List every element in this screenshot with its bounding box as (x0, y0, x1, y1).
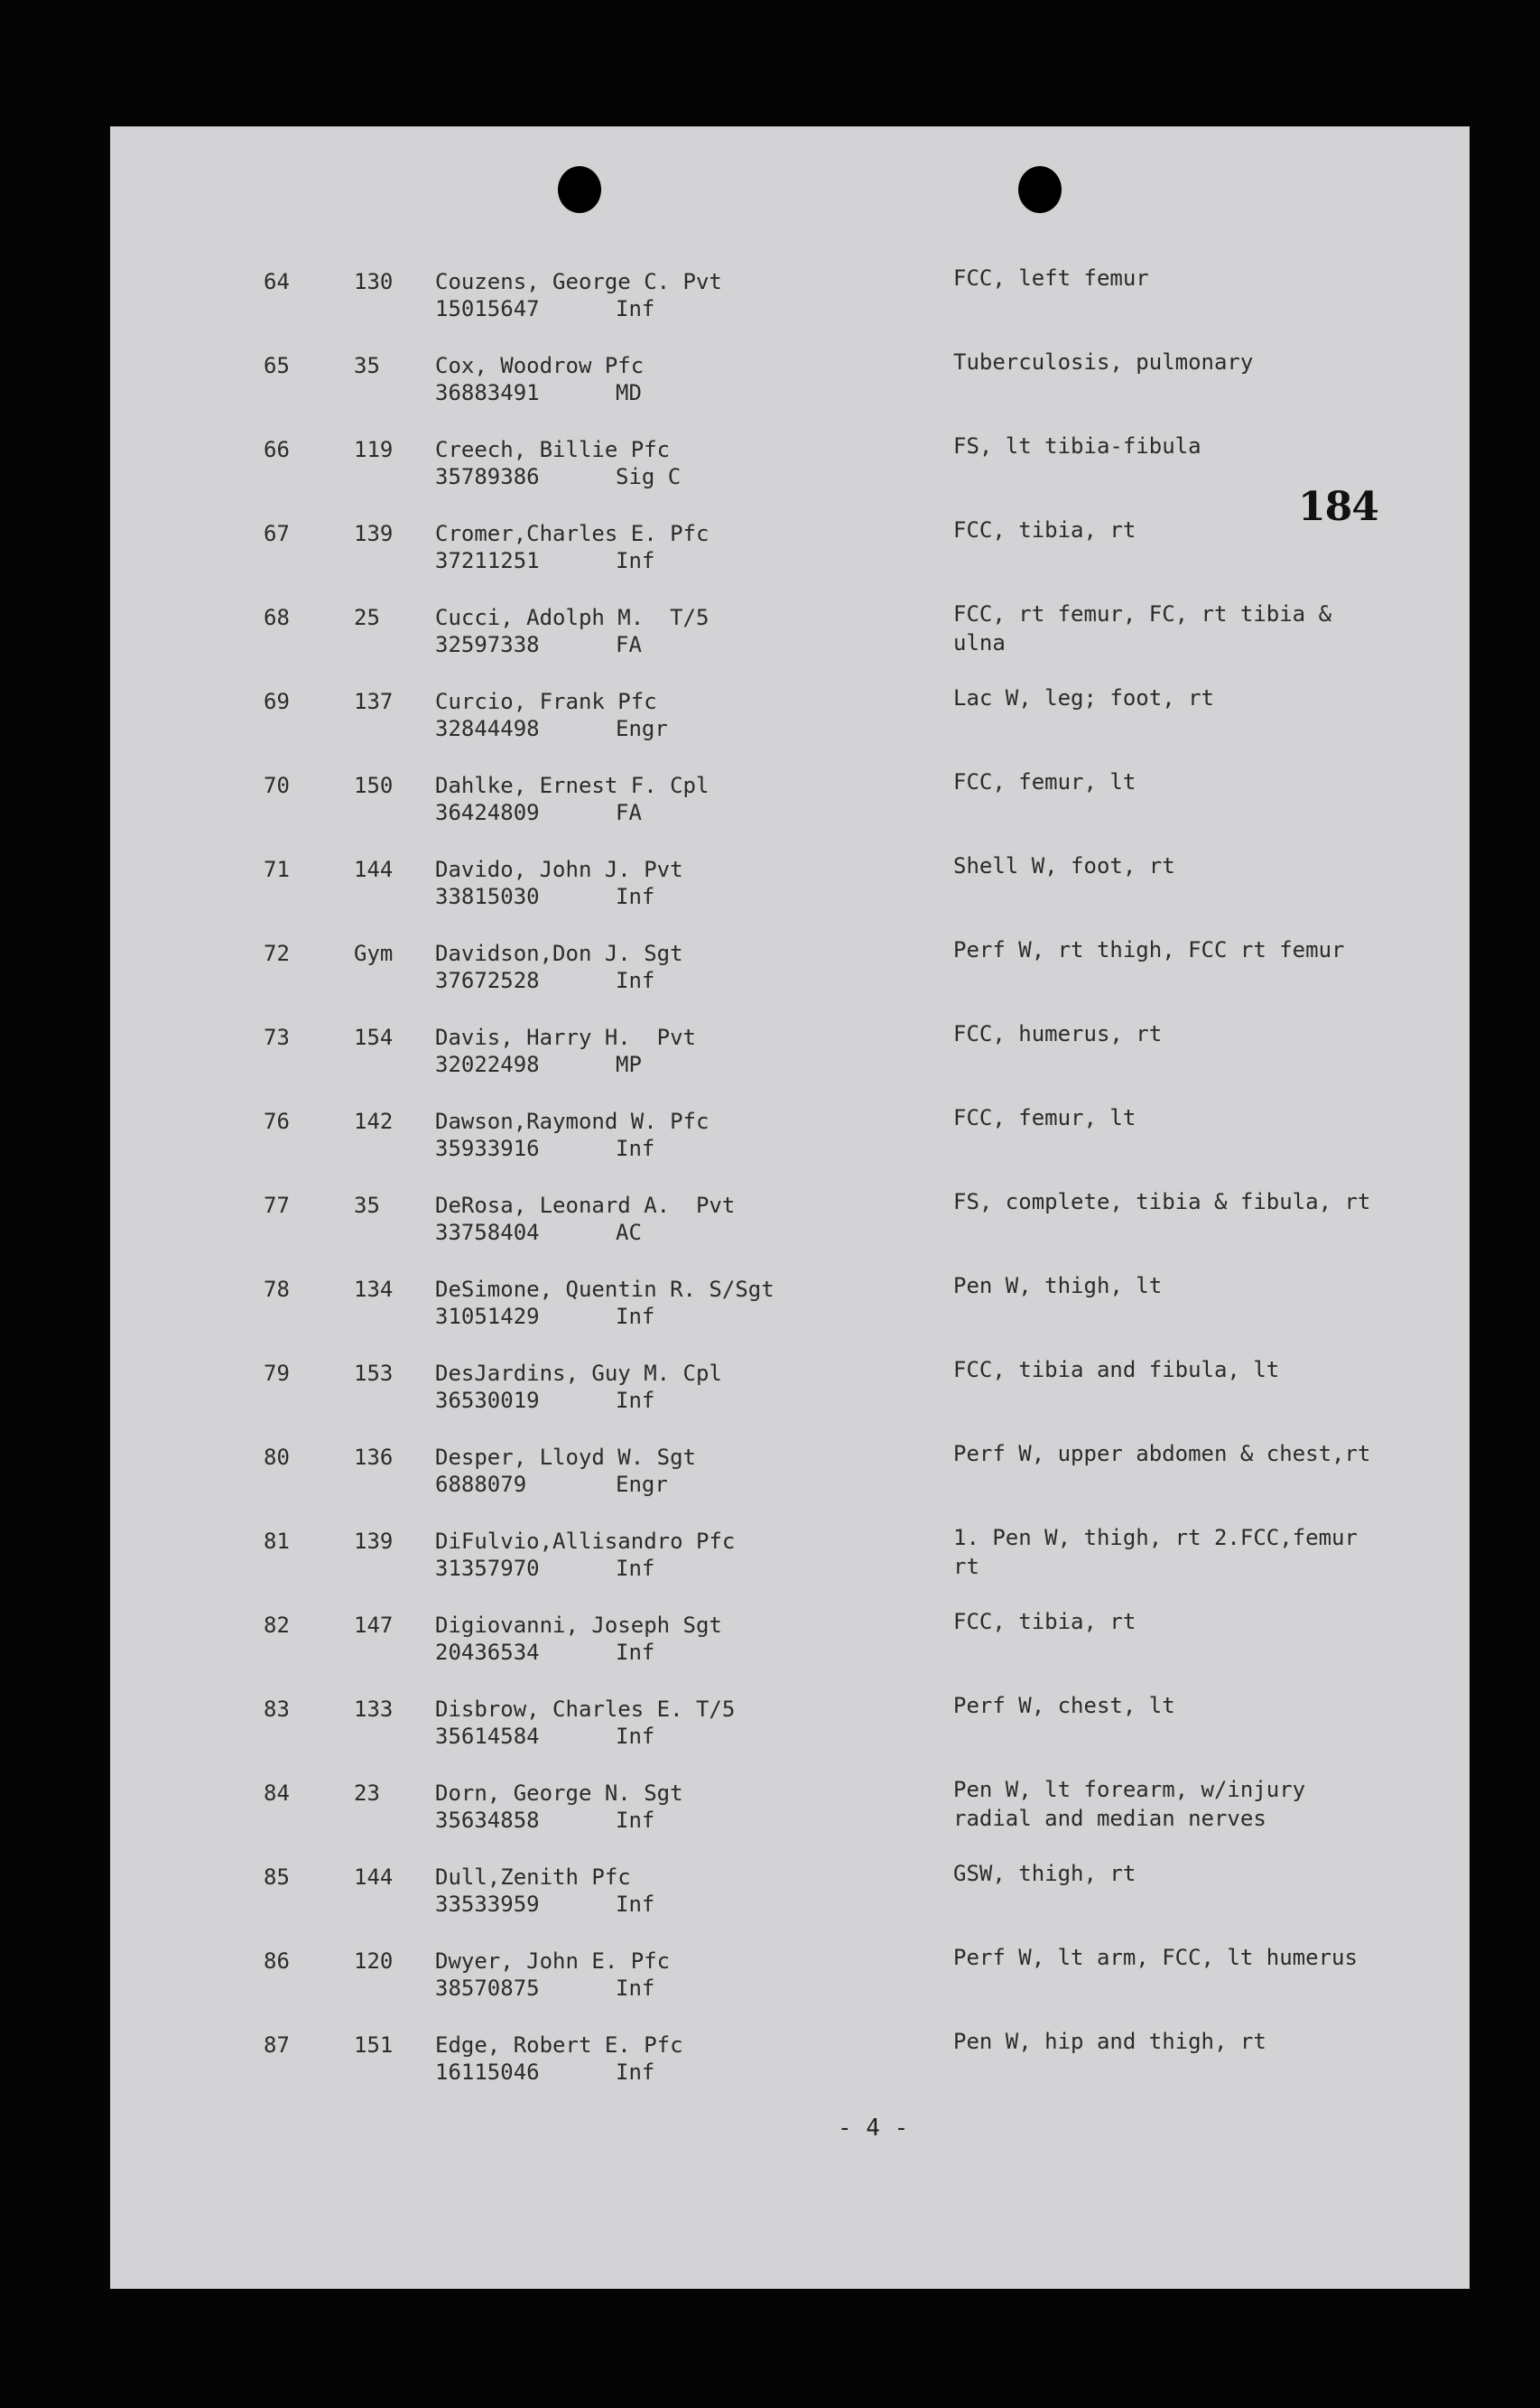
entry-diagnosis: FCC, femur, lt (953, 1105, 1136, 1130)
entry-name: Davis, Harry H. Pvt (435, 1025, 696, 1050)
entry-ward: 139 (354, 1529, 394, 1554)
entry-branch: FA (616, 800, 642, 825)
entry-number: 79 (264, 1361, 290, 1386)
entry-row (110, 601, 1470, 677)
entry-diagnosis: 1. Pen W, thigh, rt 2.FCC,femur rt (953, 1525, 1358, 1579)
entry-diagnosis: FS, lt tibia-fibula (953, 433, 1201, 459)
entry-serial: 37211251 (435, 548, 540, 573)
entry-diagnosis: Pen W, hip and thigh, rt (953, 2029, 1266, 2054)
entry-serial: 35634858 (435, 1808, 540, 1833)
entry-name: Couzens, George C. Pvt (435, 269, 722, 294)
entry-diagnosis: FCC, rt femur, FC, rt tibia & ulna (953, 601, 1332, 655)
entry-ward: 119 (354, 437, 394, 462)
stamp-number: 184 (1298, 484, 1378, 530)
entry-diagnosis: FCC, left femur (953, 265, 1149, 291)
entry-branch: FA (616, 632, 642, 657)
entry-number: 71 (264, 857, 290, 882)
entry-name: Dahlke, Ernest F. Cpl (435, 773, 710, 798)
entry-name: Cox, Woodrow Pfc (435, 353, 645, 378)
entry-name: Dawson,Raymond W. Pfc (435, 1109, 710, 1134)
entry-number: 70 (264, 773, 290, 798)
entry-number: 64 (264, 269, 290, 294)
entry-number: 66 (264, 437, 290, 462)
entry-row (110, 1777, 1470, 1853)
patient-entries (110, 126, 1470, 2289)
entry-branch: Inf (616, 968, 655, 993)
entry-row (110, 1693, 1470, 1769)
entry-branch: Inf (616, 884, 655, 909)
entry-serial: 35614584 (435, 1724, 540, 1749)
entry-diagnosis: GSW, thigh, rt (953, 1861, 1136, 1886)
entry-serial: 36424809 (435, 800, 540, 825)
entry-name: Cucci, Adolph M. T/5 (435, 605, 710, 630)
entry-number: 72 (264, 941, 290, 966)
entry-row (110, 1105, 1470, 1181)
entry-number: 86 (264, 1948, 290, 1974)
entry-number: 78 (264, 1277, 290, 1302)
entry-branch: Inf (616, 548, 655, 573)
entry-name: Cromer,Charles E. Pfc (435, 521, 710, 546)
entry-ward: 136 (354, 1445, 394, 1470)
entry-name: Digiovanni, Joseph Sgt (435, 1613, 722, 1638)
entry-branch: MP (616, 1052, 642, 1077)
entry-diagnosis: Perf W, lt arm, FCC, lt humerus (953, 1945, 1358, 1970)
entry-number: 65 (264, 353, 290, 378)
entry-branch: Inf (616, 1892, 655, 1917)
entry-ward: 139 (354, 521, 394, 546)
entry-branch: Inf (616, 1640, 655, 1665)
entry-branch: Inf (616, 1724, 655, 1749)
entry-row (110, 1525, 1470, 1601)
entry-number: 82 (264, 1613, 290, 1638)
entry-branch: Inf (616, 1304, 655, 1329)
entry-number: 76 (264, 1109, 290, 1134)
entry-row (110, 853, 1470, 929)
entry-branch: Inf (616, 1136, 655, 1161)
entry-serial: 31051429 (435, 1304, 540, 1329)
entry-diagnosis: Shell W, foot, rt (953, 853, 1175, 879)
entry-number: 67 (264, 521, 290, 546)
entry-row (110, 937, 1470, 1013)
entry-ward: 153 (354, 1361, 394, 1386)
entry-ward: 134 (354, 1277, 394, 1302)
entry-serial: 31357970 (435, 1556, 540, 1581)
entry-name: Dorn, George N. Sgt (435, 1780, 683, 1806)
entry-name: Desper, Lloyd W. Sgt (435, 1445, 696, 1470)
entry-branch: Inf (616, 1556, 655, 1581)
entry-branch: Inf (616, 1388, 655, 1413)
entry-name: Creech, Billie Pfc (435, 437, 671, 462)
document-page (110, 126, 1470, 2289)
entry-ward: 35 (354, 1193, 380, 1218)
entry-name: Disbrow, Charles E. T/5 (435, 1697, 736, 1722)
entry-ward: Gym (354, 941, 394, 966)
entry-serial: 32844498 (435, 716, 540, 741)
entry-ward: 35 (354, 353, 380, 378)
entry-serial: 33533959 (435, 1892, 540, 1917)
entry-row (110, 685, 1470, 761)
entry-serial: 33815030 (435, 884, 540, 909)
entry-diagnosis: Perf W, rt thigh, FCC rt femur (953, 937, 1345, 962)
entry-name: Davidson,Don J. Sgt (435, 941, 683, 966)
entry-ward: 144 (354, 857, 394, 882)
entry-number: 80 (264, 1445, 290, 1470)
entry-ward: 130 (354, 269, 394, 294)
entry-diagnosis: Pen W, thigh, lt (953, 1273, 1163, 1298)
entry-row (110, 265, 1470, 341)
entry-diagnosis: FCC, tibia and fibula, lt (953, 1357, 1280, 1382)
entry-branch: Engr (616, 716, 668, 741)
entry-serial: 6888079 (435, 1472, 527, 1497)
entry-branch: Inf (616, 296, 655, 321)
entry-number: 69 (264, 689, 290, 714)
entry-branch: MD (616, 380, 642, 405)
entry-serial: 36530019 (435, 1388, 540, 1413)
entry-row (110, 2029, 1470, 2105)
entry-branch: Sig C (616, 464, 682, 489)
entry-name: DeSimone, Quentin R. S/Sgt (435, 1277, 775, 1302)
entry-branch: Engr (616, 1472, 668, 1497)
entry-number: 87 (264, 2032, 290, 2058)
entry-number: 83 (264, 1697, 290, 1722)
entry-ward: 133 (354, 1697, 394, 1722)
entry-name: DeRosa, Leonard A. Pvt (435, 1193, 736, 1218)
entry-name: DiFulvio,Allisandro Pfc (435, 1529, 736, 1554)
entry-serial: 20436534 (435, 1640, 540, 1665)
entry-branch: Inf (616, 1808, 655, 1833)
entry-serial: 16115046 (435, 2059, 540, 2085)
entry-row (110, 1441, 1470, 1517)
entry-number: 68 (264, 605, 290, 630)
entry-branch: Inf (616, 2059, 655, 2085)
entry-diagnosis: FCC, humerus, rt (953, 1021, 1163, 1046)
entry-name: Edge, Robert E. Pfc (435, 2032, 683, 2058)
entry-diagnosis: FCC, femur, lt (953, 769, 1136, 795)
entry-diagnosis: Pen W, lt forearm, w/injury radial and median nerves (953, 1777, 1306, 1831)
entry-number: 84 (264, 1780, 290, 1806)
entry-row (110, 433, 1470, 509)
entry-row (110, 1609, 1470, 1685)
entry-branch: AC (616, 1220, 642, 1245)
entry-diagnosis: FCC, tibia, rt (953, 517, 1136, 543)
entry-name: Davido, John J. Pvt (435, 857, 683, 882)
entry-row (110, 1273, 1470, 1349)
entry-name: Curcio, Frank Pfc (435, 689, 657, 714)
entry-serial: 32597338 (435, 632, 540, 657)
entry-row (110, 1189, 1470, 1265)
entry-ward: 25 (354, 605, 380, 630)
entry-row (110, 1861, 1470, 1937)
entry-name: Dull,Zenith Pfc (435, 1864, 631, 1890)
entry-number: 73 (264, 1025, 290, 1050)
entry-serial: 32022498 (435, 1052, 540, 1077)
entry-branch: Inf (616, 1976, 655, 2001)
entry-row (110, 349, 1470, 425)
entry-ward: 137 (354, 689, 394, 714)
entry-ward: 23 (354, 1780, 380, 1806)
entry-diagnosis: Perf W, chest, lt (953, 1693, 1175, 1718)
entry-serial: 35933916 (435, 1136, 540, 1161)
entry-row (110, 769, 1470, 845)
entry-row (110, 1945, 1470, 2021)
entry-row (110, 1357, 1470, 1433)
entry-serial: 15015647 (435, 296, 540, 321)
entry-ward: 144 (354, 1864, 394, 1890)
entry-ward: 151 (354, 2032, 394, 2058)
entry-row (110, 517, 1470, 593)
entry-diagnosis: FCC, tibia, rt (953, 1609, 1136, 1634)
page-number: - 4 - (838, 2115, 909, 2142)
entry-ward: 150 (354, 773, 394, 798)
entry-serial: 36883491 (435, 380, 540, 405)
entry-ward: 147 (354, 1613, 394, 1638)
entry-number: 81 (264, 1529, 290, 1554)
entry-name: DesJardins, Guy M. Cpl (435, 1361, 722, 1386)
entry-ward: 142 (354, 1109, 394, 1134)
entry-diagnosis: Tuberculosis, pulmonary (953, 349, 1254, 375)
entry-serial: 33758404 (435, 1220, 540, 1245)
entry-row (110, 1021, 1470, 1097)
entry-number: 85 (264, 1864, 290, 1890)
entry-number: 77 (264, 1193, 290, 1218)
entry-serial: 35789386 (435, 464, 540, 489)
entry-diagnosis: Perf W, upper abdomen & chest,rt (953, 1441, 1371, 1466)
entry-ward: 154 (354, 1025, 394, 1050)
entry-serial: 37672528 (435, 968, 540, 993)
entry-serial: 38570875 (435, 1976, 540, 2001)
entry-diagnosis: FS, complete, tibia & fibula, rt (953, 1189, 1371, 1214)
entry-name: Dwyer, John E. Pfc (435, 1948, 671, 1974)
entry-ward: 120 (354, 1948, 394, 1974)
entry-diagnosis: Lac W, leg; foot, rt (953, 685, 1214, 711)
